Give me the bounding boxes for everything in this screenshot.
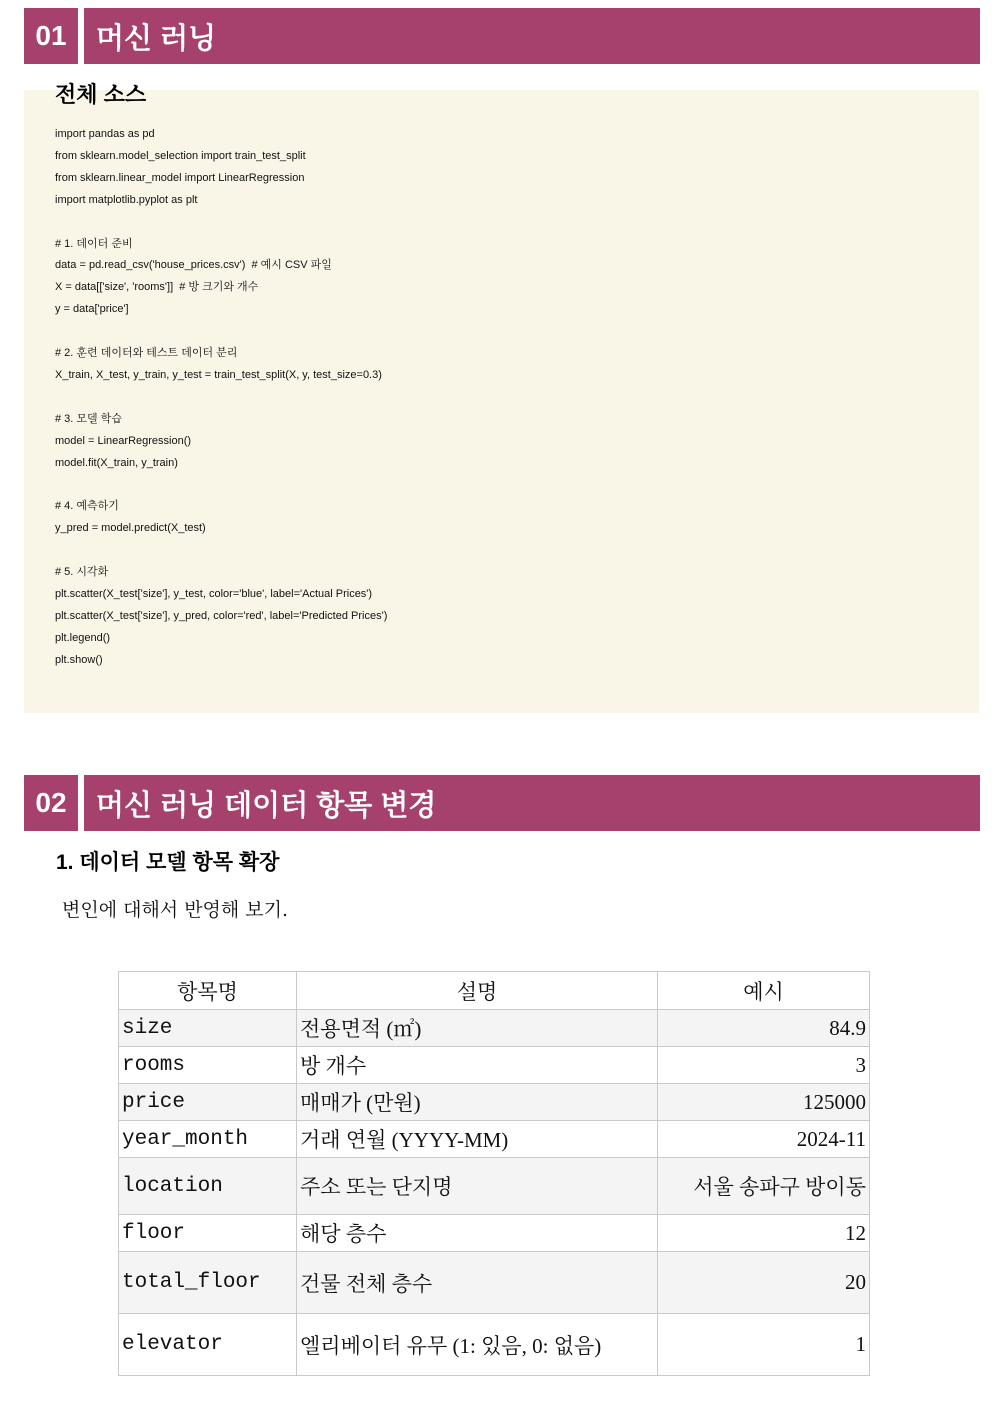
field-description: 해당 층수 — [297, 1215, 658, 1252]
field-description: 매매가 (만원) — [297, 1084, 658, 1121]
table-row — [119, 1158, 870, 1215]
table-row — [119, 1252, 870, 1314]
table-row — [119, 1215, 870, 1252]
field-name: rooms — [119, 1047, 297, 1084]
section-title: 머신 러닝 — [84, 8, 980, 64]
field-example: 125000 — [658, 1084, 870, 1121]
field-example: 20 — [658, 1252, 870, 1314]
section-header-02 — [24, 775, 980, 831]
code-title: 전체 소스 — [55, 82, 147, 107]
field-example: 서울 송파구 방이동 — [658, 1158, 870, 1215]
table-row — [119, 1314, 870, 1376]
table-header-row — [119, 972, 870, 1010]
field-description: 전용면적 (㎡) — [297, 1010, 658, 1047]
field-name: location — [119, 1158, 297, 1215]
source-code: import pandas as pd from sklearn.model_selection import train_test_split from sklearn.linear_model import LinearRegression import matplotlib.pyplot as plt # 1. 데이터 준비 data = pd.read_csv('house_prices.csv') # 예시 CSV 파일 X = data[['size', 'rooms']] # 방 크기와 개수 y = data['price'] # 2. 훈련 데이터와 테스트 데이터 분리 X_train, X_test, y_train, y_test = train_test_split(X, y, test_size=0.3) # 3. 모델 학습 model = LinearRegression() model.fit(X_train, y_train) # 4. 예측하기 y_pred = model.predict(X_test) # 5. 시각화 plt.scatter(X_test['size'], y_test, color='blue', label='Actual Prices') plt.scatter(X_test['size'], y_pred, color='red', label='Predicted Prices') plt.legend() plt.show() — [55, 128, 388, 666]
field-example: 2024-11 — [658, 1121, 870, 1158]
header-name: 항목명 — [119, 972, 297, 1010]
field-description: 건물 전체 층수 — [297, 1252, 658, 1314]
field-description: 엘리베이터 유무 (1: 있음, 0: 없음) — [297, 1314, 658, 1376]
section-number: 01 — [24, 8, 78, 64]
table-row — [119, 1084, 870, 1121]
field-name: year_month — [119, 1121, 297, 1158]
field-example: 3 — [658, 1047, 870, 1084]
field-name: floor — [119, 1215, 297, 1252]
fields-table — [118, 971, 870, 1376]
field-example: 84.9 — [658, 1010, 870, 1047]
field-description: 주소 또는 단지명 — [297, 1158, 658, 1215]
field-example: 1 — [658, 1314, 870, 1376]
subheading: 1. 데이터 모델 항목 확장 — [56, 851, 280, 874]
field-name: price — [119, 1084, 297, 1121]
intro-text: 변인에 대해서 반영해 보기. — [62, 899, 289, 921]
section-title: 머신 러닝 데이터 항목 변경 — [84, 775, 980, 831]
section-header-01 — [24, 8, 980, 64]
header-example: 예시 — [658, 972, 870, 1010]
field-example: 12 — [658, 1215, 870, 1252]
field-name: elevator — [119, 1314, 297, 1376]
field-name: total_floor — [119, 1252, 297, 1314]
header-description: 설명 — [297, 972, 658, 1010]
table-row — [119, 1047, 870, 1084]
section-number: 02 — [24, 775, 78, 831]
table-row — [119, 1121, 870, 1158]
table-row — [119, 1010, 870, 1047]
field-name: size — [119, 1010, 297, 1047]
field-description: 방 개수 — [297, 1047, 658, 1084]
field-description: 거래 연월 (YYYY-MM) — [297, 1121, 658, 1158]
